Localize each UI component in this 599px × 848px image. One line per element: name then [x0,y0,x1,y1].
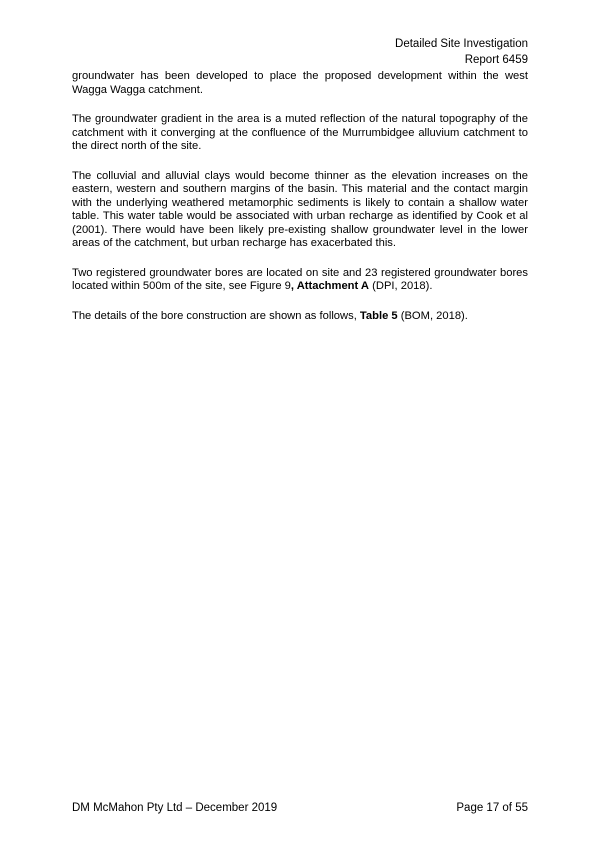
paragraph-4 [72,267,528,294]
paragraph-1: groundwater has been developed to place the proposed development within the west Wagga Wagga catchment. [72,70,528,96]
paragraph-5-citation: (BOM, 2018). [397,309,468,322]
header-title: Detailed Site Investigation [395,38,528,50]
paragraph-4-text: Two registered groundwater bores are located on site and 23 registered groundwater bores located within 500m of the site, see Figure 9 [72,266,528,292]
page-footer [72,801,528,815]
body-content [72,70,528,339]
paragraph-4-citation: (DPI, 2018). [369,280,433,292]
page-header [395,36,528,68]
paragraph-5-text: The details of the bore construction are shown as follows, [72,309,360,322]
table-reference: Table 5 [359,309,398,322]
header-report-number: Report 6459 [464,54,528,66]
paragraph-5 [72,310,528,324]
paragraph-2: The groundwater gradient in the area is a muted reflection of the natural topography of the catchment with it converging at the confluence of the Murrumbidgee alluvium catchment to the direct north of the site. [72,113,528,152]
footer-company: DM McMahon Pty Ltd – December 2019 [72,802,278,814]
paragraph-3: The colluvial and alluvial clays would become thinner as the elevation increases on the eastern, western and southern margins of the basin. This material and the contact margin with the underlying weathered metamorphic sediments is likely to contain a shallow water table. This water table would be associated with urban recharge as identified by Cook et al (2001). There would have been likely pre-existing shallow groundwater level in the lower areas of the catchment, but urban recharge has exacerbated this. [72,169,528,249]
attachment-reference: , Attachment A [290,280,370,292]
footer-page-number: Page 17 of 55 [456,802,528,814]
